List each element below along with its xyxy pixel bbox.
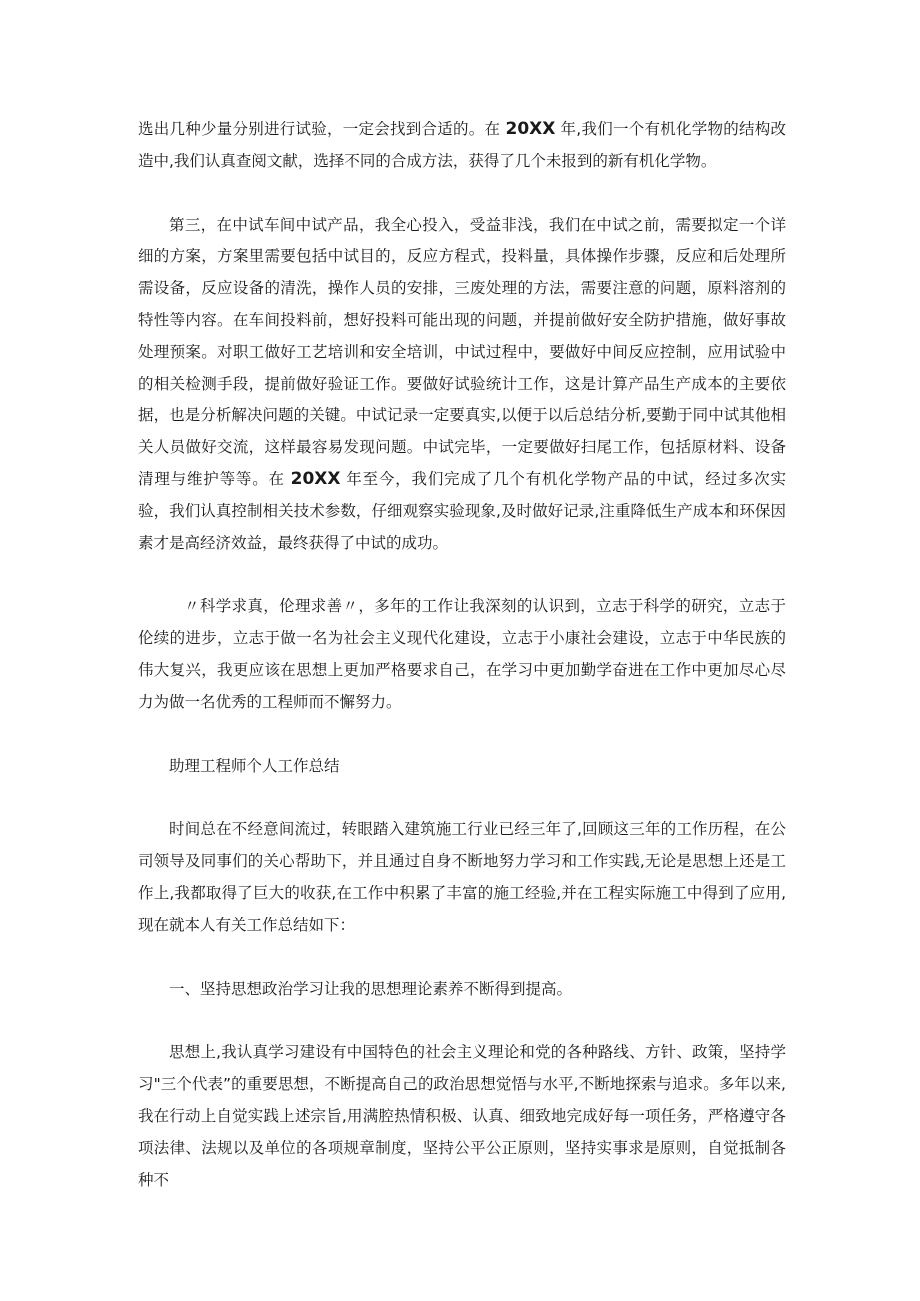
document-page [138,114,786,1196]
text-segment: 年,我们一个有机化学物的结构改造中,我们认真查阅文献，选择不同的合成方法，获得了几个未报到的新有机化学物。 [138,120,786,170]
paragraph-political-study: 思想上,我认真学习建设有中国特色的社会主义理论和党的各种路线、方针、政策，坚持学习"三个代表”的重要思想，不断提高自己的政治思想觉悟与水平,不断地探索与追求。多年以来,我在行动上自觉实践上述宗旨,用满腔热情积极、认真、细致地完成好每一项任务，严格遵守各项法律、法规以及单位的各项规章制度，坚持公平公正原则，坚持实事求是原则，自觉抵制各种不 [138,1043,786,1189]
paragraph-pilot-test [138,210,786,560]
year-value: 20XX [505,119,556,139]
text-segment: 选出几种少量分别进行试验，一定会找到合适的。在 [138,120,506,138]
paragraph-science-ethics: 〃科学求真，伦理求善〃，多年的工作让我深刻的认识到，立志于科学的研究，立志于伦续的进步，立志于做一名为社会主义现代化建设，立志于小康社会建设，立志于中华民族的伟大复兴，我更应该在思想上更加严格要求自己，在学习中更加勤学奋进在工作中更加尽心尽力为做一名优秀的工程师而不懈努力。 [138,597,786,711]
year-value: 20XX [290,468,341,489]
paragraph-introduction: 时间总在不经意间流过，转眼踏入建筑施工行业已经三年了,回顾这三年的工作历程，在公司领导及同事们的关心帮助下，并且通过自身不断地努力学习和工作实践,无论是思想上还是工作上,我都取得了巨大的收获,在工作中积累了丰富的施工经验,并在工程实际施工中得到了应用,现在就本人有关工作总结如下： [138,820,786,934]
section-heading-1: 一、坚持思想政治学习让我的思想理论素养不断得到提高。 [169,979,573,998]
text-segment: 年至今，我们完成了几个有机化学物产品的中试，经过多次实验，我们认真控制相关技术参数，仔细观察实验现象,及时做好记录,注重降低生产成本和环保因素才是高经济效益，最终获得了中试的成功。 [138,469,786,552]
text-segment: 第三，在中试车间中试产品，我全心投入，受益非浅，我们在中试之前，需要拟定一个详细的方案，方案里需要包括中试目的，反应方程式，投料量，具体操作步骤，反应和后处理所需设备，反应设备的清洗，操作人员的安排，三废处理的方法，需要注意的问题，原料溶剂的特性等内容。在车间投料前，想好投料可能出现的问题，并提前做好安全防护措施，做好事故处理预案。对职工做好工艺培训和安全培训，中试过程中，要做好中间反应控制，应用试验中的相关检测手段，提前做好验证工作。要做好试验统计工作，这是计算产品生产成本的主要依据，也是分析解决问题的关键。中试记录一定要真实,以便于以后总结分析,要勤于同中试其他相关人员做好交流，这样最容易发现问题。中试完毕，一定要做好扫尾工作，包括原材料、设备清理与维护等等。在 [138,215,786,488]
paragraph-experiment [138,114,786,178]
document-title: 助理工程师个人工作总结 [169,756,340,775]
